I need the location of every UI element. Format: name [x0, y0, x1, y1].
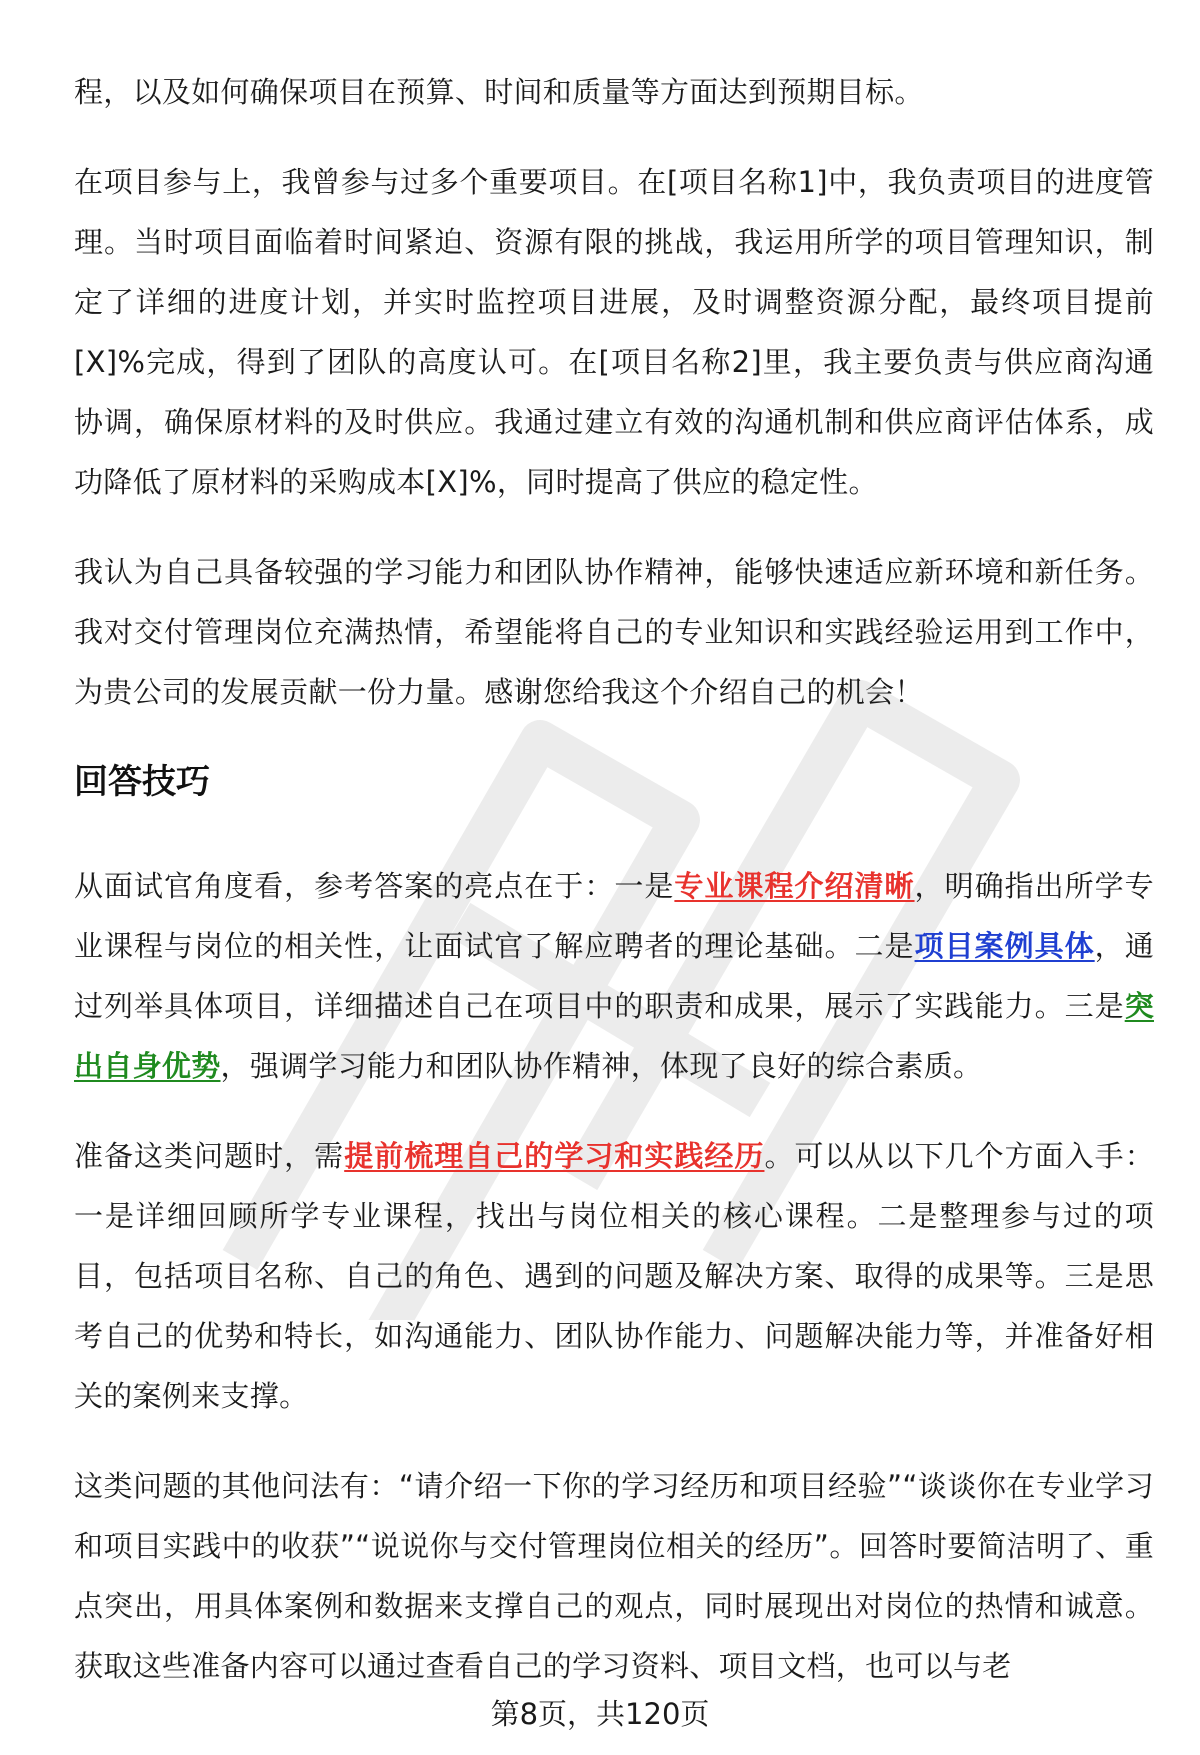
text-segment: 。可以从以下几个方面入手：一是详细回顾所学专业课程，找出与岗位相关的核心课程。二是整理参与过的项目，包括项目名称、自己的角色、遇到的问题及解决方案、取得的成果等。三是思考自己的优势和特长，如沟通能力、团队协作能力、问题解决能力等，并准备好相关的案例来支撑。: [74, 1139, 1155, 1413]
paragraph-tips-prepare: [74, 1126, 1154, 1426]
paragraph-tips-highlights: [74, 856, 1154, 1096]
text-segment: ，强调学习能力和团队协作精神，体现了良好的综合素质。: [220, 1049, 983, 1083]
paragraph-intro-end: 程，以及如何确保项目在预算、时间和质量等方面达到预期目标。: [74, 75, 924, 109]
document-body: [74, 62, 1154, 1726]
text-segment: ，明确指出所学专业课程与岗位的相关性，让面试官了解应聘者的理论基础。二是: [74, 869, 1154, 963]
paragraph-strengths: 我认为自己具备较强的学习能力和团队协作精神，能够快速适应新环境和新任务。我对交付管理岗位充满热情，希望能将自己的专业知识和实践经验运用到工作中，为贵公司的发展贡献一份力量。感谢您给我这个介绍自己的机会！: [74, 555, 1154, 709]
paragraph-tips-variants: 这类问题的其他问法有：“请介绍一下你的学习经历和项目经验”“谈谈你在专业学习和项目实践中的收获”“说说你与交付管理岗位相关的经历”。回答时要简洁明了、重点突出，用具体案例和数据来支撑自己的观点，同时展现出对岗位的热情和诚意。获取这些准备内容可以通过查看自己的学习资料、项目文档，也可以与老: [74, 1469, 1154, 1683]
highlight-strengths: 突出自身优势: [74, 989, 1154, 1083]
section-heading: 回答技巧: [74, 762, 210, 802]
text-segment: 从面试官角度看，参考答案的亮点在于：一是: [74, 869, 675, 903]
text-segment: ，通过列举具体项目，详细描述自己在项目中的职责和成果，展示了实践能力。三是: [74, 929, 1154, 1023]
paragraph-projects: 在项目参与上，我曾参与过多个重要项目。在[项目名称1]中，我负责项目的进度管理。当时项目面临着时间紧迫、资源有限的挑战，我运用所学的项目管理知识，制定了详细的进度计划，并实时监控项目进展，及时调整资源分配，最终项目提前[X]%完成，得到了团队的高度认可。在[项目名称2]里，我主要负责与供应商沟通协调，确保原材料的及时供应。我通过建立有效的沟通机制和供应商评估体系，成功降低了原材料的采购成本[X]%，同时提高了供应的稳定性。: [74, 165, 1154, 499]
page-footer: 第8页，共120页: [490, 1697, 710, 1731]
text-segment: 准备这类问题时，需: [74, 1139, 345, 1173]
highlight-review-experience: 提前梳理自己的学习和实践经历: [344, 1139, 765, 1173]
highlight-project-cases: 项目案例具体: [914, 929, 1095, 963]
highlight-course-intro: 专业课程介绍清晰: [674, 869, 915, 903]
